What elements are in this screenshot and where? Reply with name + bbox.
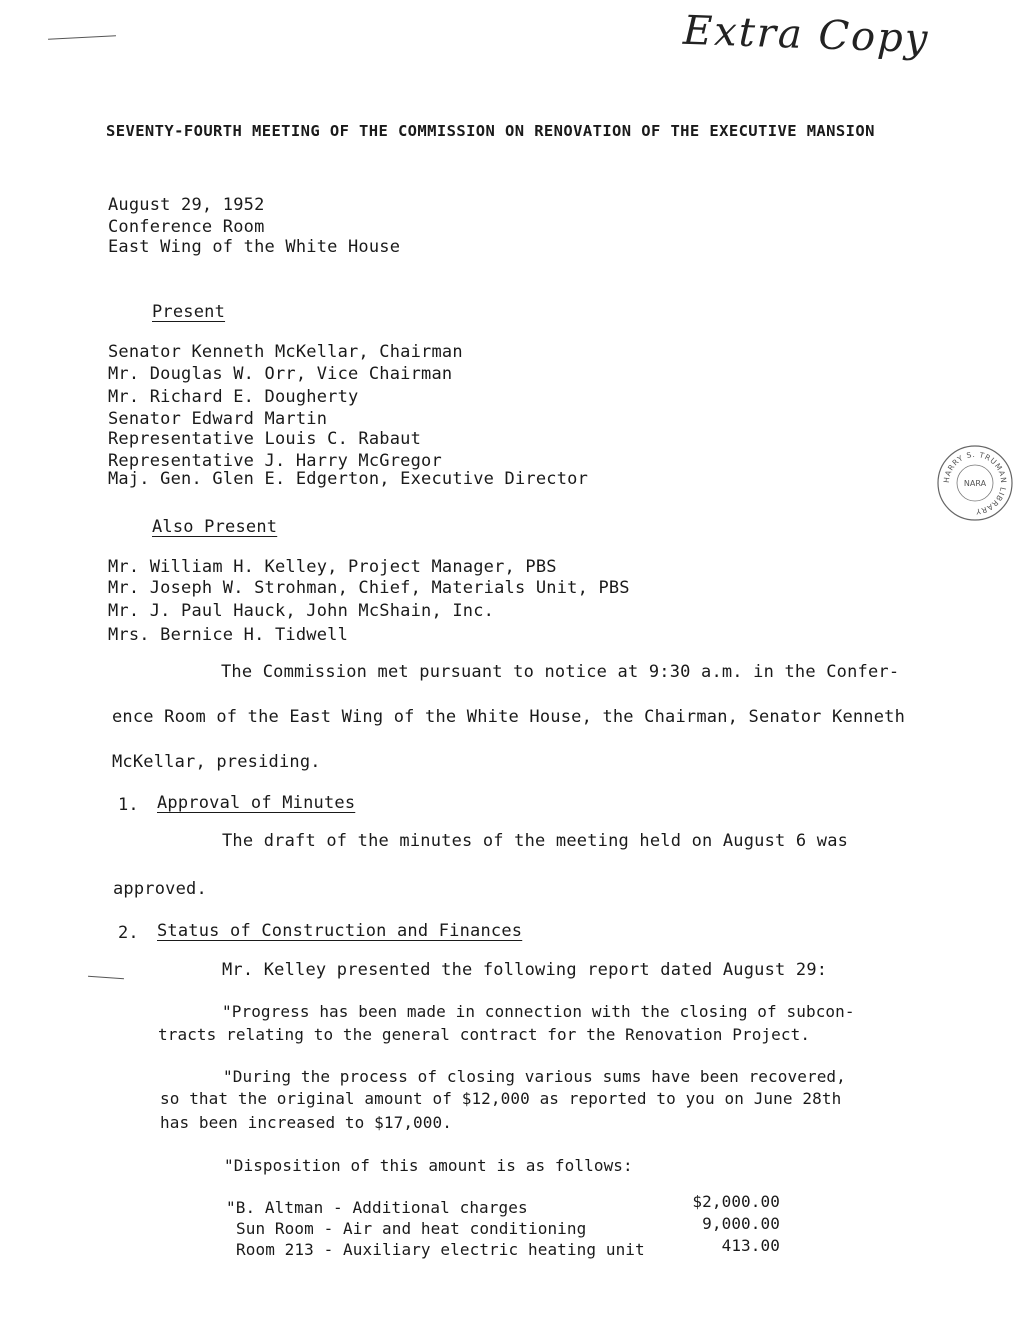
section-number: 2.	[118, 923, 139, 943]
section-heading: Status of Construction and Finances	[157, 921, 523, 941]
disposition-item-label: "B. Altman - Additional charges	[226, 1198, 528, 1217]
report-paragraph-line: so that the original amount of $12,000 as reported to you on June 28th	[160, 1089, 842, 1108]
library-stamp	[935, 443, 1015, 523]
section-text: approved.	[113, 879, 207, 899]
disposition-item-amount: $2,000.00	[692, 1192, 780, 1211]
handwritten-note: Extra Copy	[682, 7, 931, 63]
present-heading: Present	[152, 302, 226, 322]
also-present-member: Mr. Joseph W. Strohman, Chief, Materials Unit, PBS	[108, 578, 630, 598]
disposition-item-label: Sun Room - Air and heat conditioning	[236, 1219, 587, 1238]
section-heading: Approval of Minutes	[157, 793, 356, 813]
report-paragraph-line: tracts relating to the general contract for the Renovation Project.	[158, 1025, 811, 1044]
report-paragraph-line: "Progress has been made in connection with the closing of subcon-	[222, 1002, 855, 1021]
present-member: Mr. Douglas W. Orr, Vice Chairman	[108, 364, 453, 384]
disposition-item-label: Room 213 - Auxiliary electric heating unit	[236, 1240, 645, 1259]
present-member: Representative J. Harry McGregor	[108, 451, 442, 471]
also-present-member: Mr. J. Paul Hauck, John McShain, Inc.	[108, 601, 495, 621]
stamp-center-text: NARA	[963, 479, 987, 488]
present-member: Mr. Richard E. Dougherty	[108, 387, 359, 407]
section-text: The draft of the minutes of the meeting held on August 6 was	[222, 831, 849, 851]
present-member: Senator Kenneth McKellar, Chairman	[108, 342, 463, 362]
report-paragraph-line: "During the process of closing various sums have been recovered,	[223, 1067, 846, 1086]
section-text: Mr. Kelley presented the following report dated August 29:	[222, 960, 828, 980]
meeting-date: August 29, 1952	[108, 195, 265, 215]
intro-line: McKellar, presiding.	[112, 752, 321, 772]
margin-mark-middle	[88, 976, 124, 980]
also-present-member: Mr. William H. Kelley, Project Manager, PBS	[108, 557, 557, 577]
meeting-location-building: East Wing of the White House	[108, 237, 401, 257]
document-title: SEVENTY-FOURTH MEETING OF THE COMMISSION ON RENOVATION OF THE EXECUTIVE MANSION	[106, 122, 875, 140]
present-member: Representative Louis C. Rabaut	[108, 429, 422, 449]
also-present-heading: Also Present	[152, 517, 278, 537]
also-present-member: Mrs. Bernice H. Tidwell	[108, 625, 349, 645]
report-paragraph-line: "Disposition of this amount is as follows:	[224, 1156, 633, 1175]
intro-line: The Commission met pursuant to notice at 9:30 a.m. in the Confer-	[221, 662, 900, 682]
disposition-item-amount: 9,000.00	[702, 1214, 780, 1233]
stamp-ring-text: HARRY S. TRUMAN LIBRARY	[941, 449, 1009, 517]
meeting-location-room: Conference Room	[108, 217, 265, 237]
present-member: Senator Edward Martin	[108, 409, 328, 429]
present-member: Maj. Gen. Glen E. Edgerton, Executive Director	[108, 469, 589, 489]
section-number: 1.	[118, 795, 139, 815]
disposition-item-amount: 413.00	[721, 1236, 780, 1255]
report-paragraph-line: has been increased to $17,000.	[160, 1113, 452, 1132]
intro-line: ence Room of the East Wing of the White House, the Chairman, Senator Kenneth	[112, 707, 906, 727]
margin-mark-top	[48, 35, 116, 40]
